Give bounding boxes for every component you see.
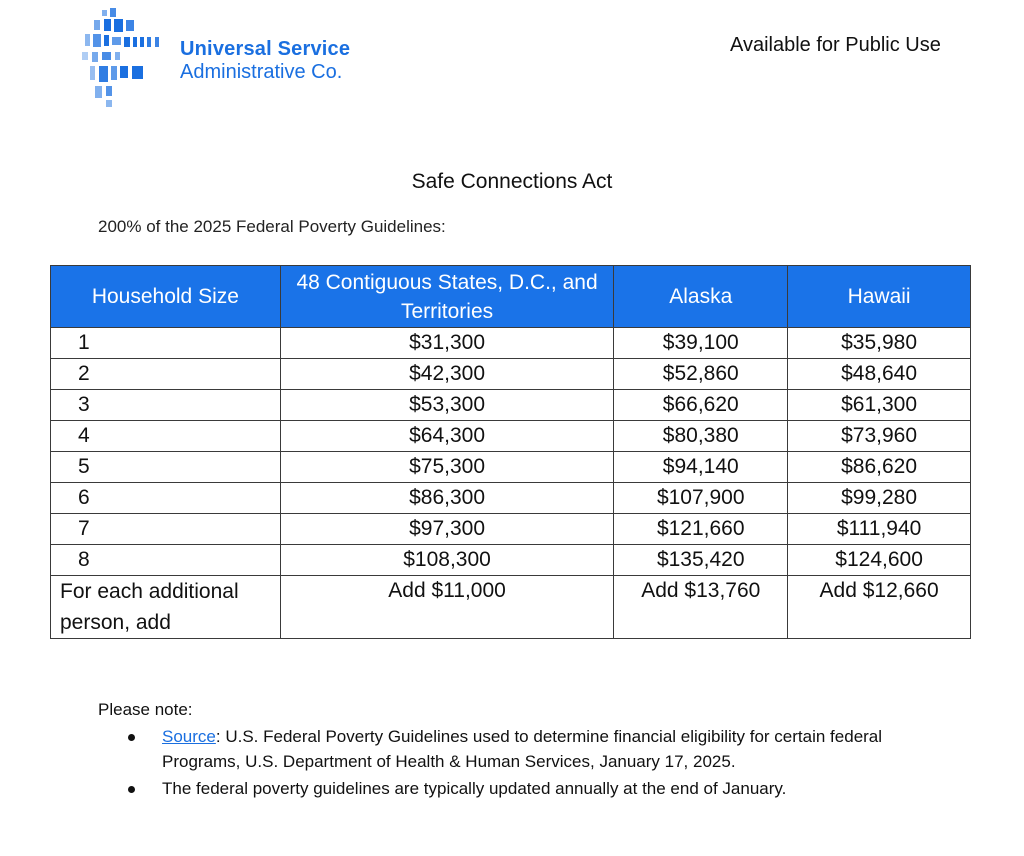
table-row <box>51 421 971 452</box>
usac-logo-text <box>180 38 350 84</box>
household-size-cell: For each additional person, add <box>51 576 281 639</box>
usac-logo-mark <box>80 8 168 108</box>
alaska-cell: Add $13,760 <box>614 576 788 639</box>
bullet-icon <box>128 734 135 741</box>
hawaii-cell: $111,940 <box>788 514 971 545</box>
logo-line-2: Administrative Co. <box>180 61 343 83</box>
table-row <box>51 545 971 576</box>
alaska-cell: $135,420 <box>614 545 788 576</box>
table-row <box>51 359 971 390</box>
alaska-cell: $52,860 <box>614 359 788 390</box>
contiguous-cell: $64,300 <box>280 421 614 452</box>
alaska-cell: $39,100 <box>614 328 788 359</box>
logo-line-1: Universal Service <box>180 38 351 60</box>
poverty-guidelines-table <box>50 265 971 639</box>
table-row-additional-person <box>51 576 971 639</box>
list-item <box>98 776 938 801</box>
list-item <box>98 724 938 774</box>
source-link[interactable]: Source <box>162 727 216 746</box>
contiguous-cell: $108,300 <box>280 545 614 576</box>
alaska-cell: $66,620 <box>614 390 788 421</box>
table-header-row <box>51 266 971 328</box>
table-row <box>51 328 971 359</box>
usac-logo <box>80 8 380 108</box>
contiguous-cell: $75,300 <box>280 452 614 483</box>
hawaii-cell: $61,300 <box>788 390 971 421</box>
household-size-cell: 5 <box>51 452 281 483</box>
table-row <box>51 452 971 483</box>
contiguous-cell: Add $11,000 <box>280 576 614 639</box>
header-household-size: Household Size <box>51 266 281 328</box>
page-subtitle: 200% of the 2025 Federal Poverty Guidelines: <box>98 217 446 236</box>
household-size-cell: 6 <box>51 483 281 514</box>
household-size-cell: 4 <box>51 421 281 452</box>
notes-section <box>98 700 938 803</box>
bullet-icon <box>128 786 135 793</box>
notes-heading: Please note: <box>98 700 193 719</box>
household-size-cell: 7 <box>51 514 281 545</box>
table-row <box>51 514 971 545</box>
table-row <box>51 390 971 421</box>
alaska-cell: $94,140 <box>614 452 788 483</box>
alaska-cell: $121,660 <box>614 514 788 545</box>
header-hawaii: Hawaii <box>788 266 971 328</box>
contiguous-cell: $53,300 <box>280 390 614 421</box>
update-note-text: The federal poverty guidelines are typically updated annually at the end of January. <box>162 779 787 798</box>
hawaii-cell: $48,640 <box>788 359 971 390</box>
page-title: Safe Connections Act <box>411 170 613 193</box>
household-size-cell: 2 <box>51 359 281 390</box>
source-note-text: : U.S. Federal Poverty Guidelines used to determine financial eligibility for certain federal Programs, U.S. Department of Health & Human Services, January 17, 2025. <box>162 727 883 771</box>
availability-label: Available for Public Use <box>730 34 941 56</box>
hawaii-cell: $73,960 <box>788 421 971 452</box>
hawaii-cell: Add $12,660 <box>788 576 971 639</box>
alaska-cell: $80,380 <box>614 421 788 452</box>
hawaii-cell: $99,280 <box>788 483 971 514</box>
header-alaska: Alaska <box>614 266 788 328</box>
household-size-cell: 1 <box>51 328 281 359</box>
alaska-cell: $107,900 <box>614 483 788 514</box>
contiguous-cell: $42,300 <box>280 359 614 390</box>
hawaii-cell: $86,620 <box>788 452 971 483</box>
hawaii-cell: $35,980 <box>788 328 971 359</box>
household-size-cell: 8 <box>51 545 281 576</box>
contiguous-cell: $86,300 <box>280 483 614 514</box>
header-contiguous-states: 48 Contiguous States, D.C., and Territories <box>280 266 614 328</box>
contiguous-cell: $97,300 <box>280 514 614 545</box>
notes-list <box>98 724 938 801</box>
contiguous-cell: $31,300 <box>280 328 614 359</box>
household-size-cell: 3 <box>51 390 281 421</box>
hawaii-cell: $124,600 <box>788 545 971 576</box>
table-row <box>51 483 971 514</box>
